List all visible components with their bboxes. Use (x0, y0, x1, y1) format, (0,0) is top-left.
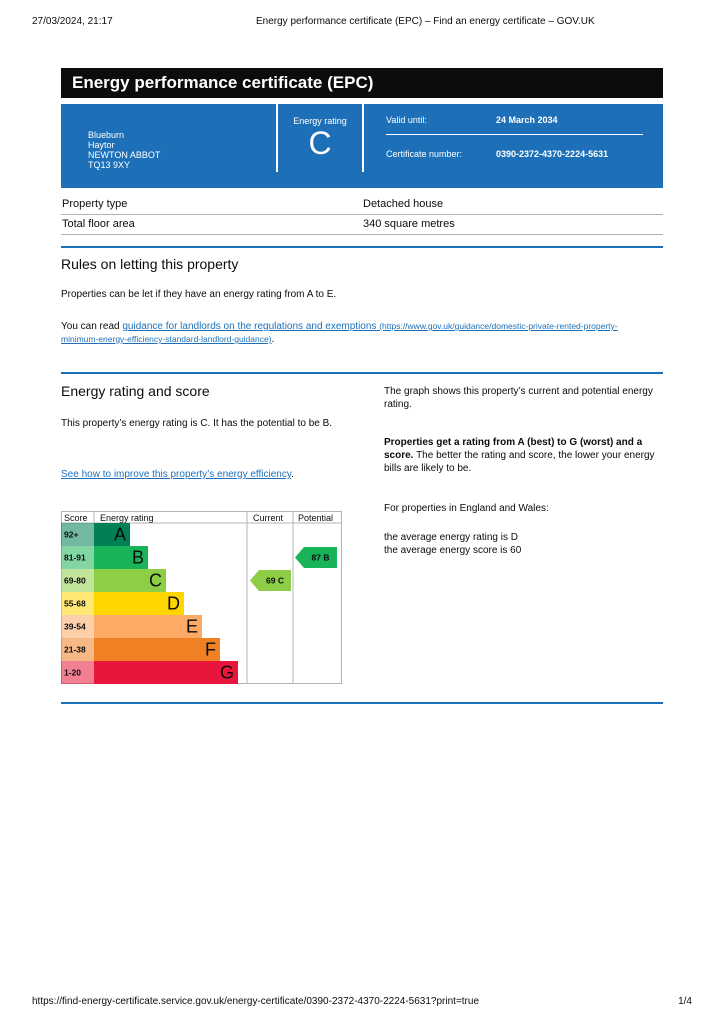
valid-until-label: Valid until: (386, 115, 427, 125)
score-label: 55-68 (64, 598, 86, 609)
divider (386, 134, 643, 135)
address-line: Haytor (88, 140, 115, 150)
rating-scale-rest: The better the rating and score, the lower your energy bills are likely to be. (384, 450, 655, 474)
valid-until-value: 24 March 2034 (496, 115, 558, 125)
property-value: 340 square metres (363, 218, 455, 230)
property-details (61, 195, 663, 235)
rating-paragraph: This property’s energy rating is C. It has the potential to be B. (61, 418, 333, 429)
rating-heading: Energy rating and score (61, 383, 210, 399)
current-rating-label: 69 C (266, 575, 284, 586)
guidance-link-url: (https://www.gov.uk/guidance/domestic-private-rented-property-minimum-energy-efficiency-standard-landlord-guidance) (61, 321, 618, 344)
potential-header: Potential (298, 513, 334, 523)
energy-rating-chart (61, 511, 342, 684)
score-label: 92+ (64, 529, 79, 540)
improve-link[interactable]: See how to improve this property’s energy efficiency (61, 469, 292, 480)
graph-explanation: The graph shows this property’s current and potential energy rating. (384, 386, 653, 410)
score-label: 1-20 (64, 667, 82, 678)
section-divider (61, 372, 663, 374)
print-footer (32, 996, 692, 1010)
address-line: TQ13 9XY (88, 160, 131, 170)
score-label: 39-54 (64, 621, 86, 632)
score-label: 69-80 (64, 575, 86, 586)
rating-letter: G (219, 662, 234, 683)
print-url: https://find-energy-certificate.service.gov.uk/energy-certificate/0390-2372-4370-2224-5631?print=true (32, 996, 480, 1007)
region-text: For properties in England and Wales: (384, 503, 549, 514)
property-row (61, 195, 663, 215)
average-rating: the average energy rating is D (384, 532, 518, 543)
print-date: 27/03/2024, 21:17 (32, 16, 113, 27)
improve-paragraph (61, 469, 294, 480)
energy-rating-label: Energy rating (293, 116, 347, 126)
score-header: Score (64, 513, 88, 523)
averages (384, 531, 664, 557)
letting-paragraph: Properties can be let if they have an energy rating from A to E. (61, 289, 337, 300)
energy-rating-letter: C (308, 125, 332, 161)
potential-rating-label: 87 B (311, 552, 330, 563)
certificate-summary (61, 104, 663, 188)
guidance-link-text: guidance for landlords on the regulations and exemptions (122, 321, 377, 332)
rating-bar (94, 661, 238, 684)
property-row (61, 215, 663, 235)
print-header (32, 16, 692, 30)
address-line: NEWTON ABBOT (88, 150, 161, 160)
rating-letter: C (149, 570, 162, 591)
rating-letter: D (167, 593, 180, 614)
print-title: Energy performance certificate (EPC) – Find an energy certificate – GOV.UK (256, 16, 595, 27)
rating-letter: F (205, 639, 216, 660)
property-value: Detached house (363, 198, 444, 210)
score-label: 21-38 (64, 644, 86, 655)
improve-suffix: . (291, 469, 294, 480)
energy-rating-box (278, 104, 362, 160)
letting-guidance-paragraph (61, 320, 651, 346)
property-key: Property type (62, 198, 128, 210)
address-line: Blueburn (88, 130, 125, 140)
rating-letter: E (185, 616, 198, 637)
rating-header: Energy rating (100, 513, 154, 523)
average-score: the average energy score is 60 (384, 545, 522, 556)
guidance-link[interactable] (61, 321, 618, 345)
guidance-prefix: You can read (61, 321, 123, 332)
rating-letter: B (131, 547, 144, 568)
rating-bar (94, 638, 220, 661)
certificate-number-label: Certificate number: (386, 149, 463, 159)
score-label: 81-91 (64, 552, 86, 563)
section-divider (61, 246, 663, 248)
section-divider (61, 702, 663, 704)
certificate-number-value: 0390-2372-4370-2224-5631 (496, 149, 609, 159)
rating-letter: A (113, 524, 126, 545)
rating-scale-bold: Properties get a rating from A (best) to G (worst) and a score. (384, 437, 643, 461)
current-header: Current (253, 513, 284, 523)
letting-heading: Rules on letting this property (61, 256, 239, 272)
property-key: Total floor area (62, 218, 135, 230)
page-number: 1/4 (678, 996, 692, 1007)
page-title: Energy performance certificate (EPC) (61, 68, 663, 98)
guidance-suffix: . (271, 334, 275, 345)
address (88, 130, 160, 170)
divider (362, 104, 364, 172)
rating-scale-explanation (384, 436, 664, 475)
